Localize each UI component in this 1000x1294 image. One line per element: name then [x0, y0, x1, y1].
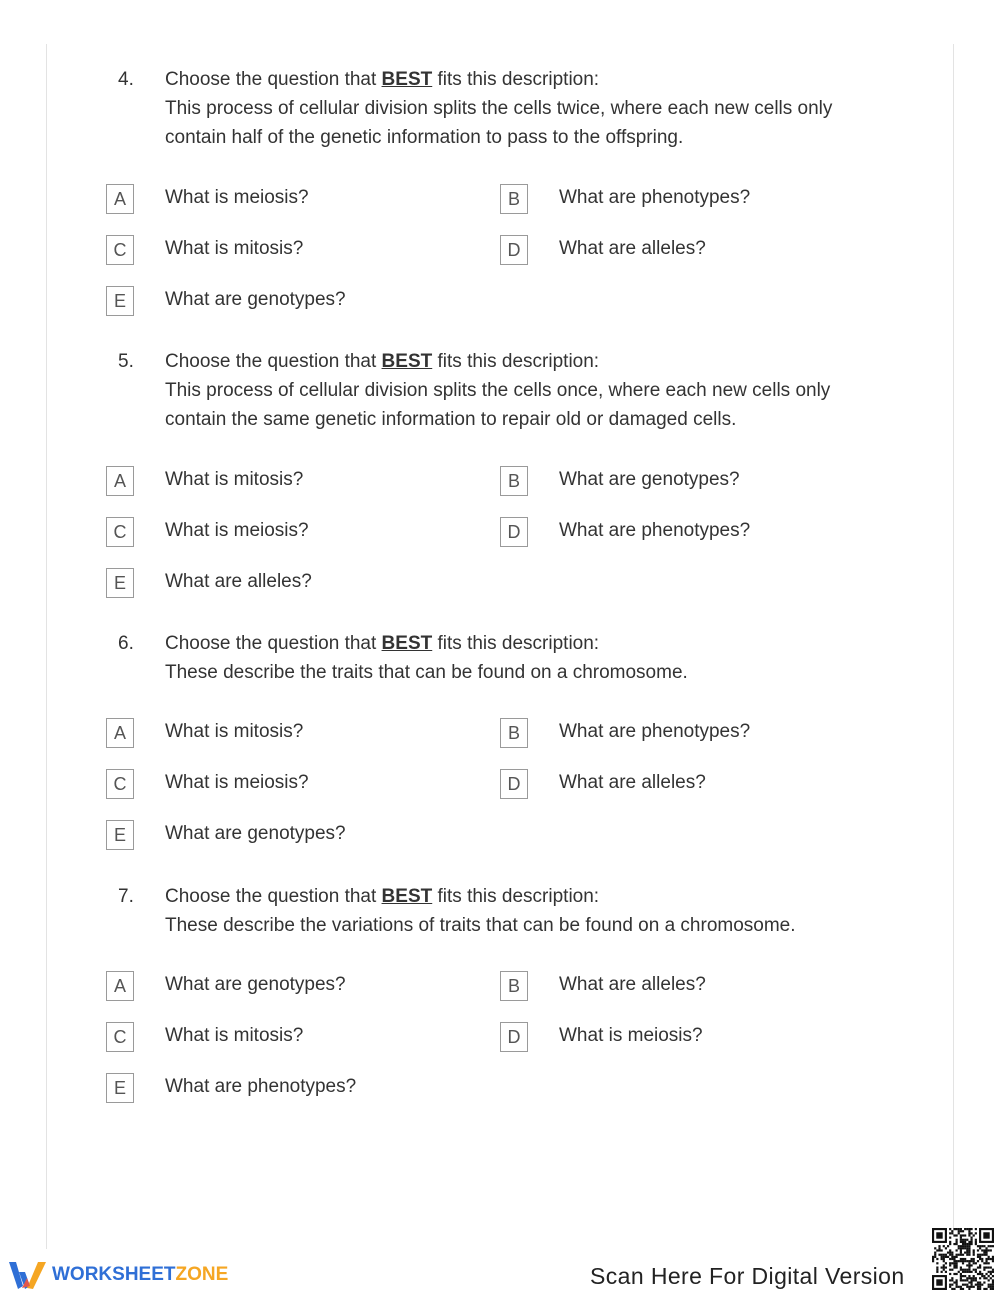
- left-margin-rule: [46, 44, 47, 1249]
- option-text: What are alleles?: [559, 974, 706, 995]
- prompt-emphasis: BEST: [381, 633, 433, 654]
- option-letter-box[interactable]: D: [500, 769, 528, 799]
- question-prompt: [165, 882, 885, 911]
- logo-wordmark: [52, 1262, 228, 1288]
- question-prompt: [165, 347, 885, 376]
- option-text: What is meiosis?: [165, 520, 309, 541]
- option-text: What are alleles?: [165, 571, 312, 592]
- question-description: This process of cellular division splits the cells once, where each new cells only contain the same genetic information to repair old or damaged cells.: [165, 380, 831, 430]
- prompt-text: Choose the question that: [165, 69, 382, 90]
- prompt-text: fits this description:: [432, 69, 600, 90]
- option-letter-box[interactable]: D: [500, 235, 528, 265]
- option-letter-box[interactable]: B: [500, 184, 528, 214]
- question-description: These describe the traits that can be found on a chromosome.: [165, 662, 688, 683]
- option-letter-box[interactable]: A: [106, 971, 134, 1001]
- question-number: 6.: [118, 633, 134, 654]
- prompt-text: Choose the question that: [165, 886, 382, 907]
- option-text: What are genotypes?: [165, 974, 346, 995]
- option-letter-box[interactable]: C: [106, 1022, 134, 1052]
- prompt-text: fits this description:: [432, 886, 600, 907]
- option-letter-box[interactable]: E: [106, 286, 134, 316]
- option-letter-box[interactable]: C: [106, 235, 134, 265]
- option-text: What is meiosis?: [559, 1025, 703, 1046]
- option-letter-box[interactable]: A: [106, 466, 134, 496]
- option-text: What is meiosis?: [165, 772, 309, 793]
- option-letter-box[interactable]: B: [500, 971, 528, 1001]
- option-text: What are alleles?: [559, 772, 706, 793]
- qr-code-icon[interactable]: [932, 1228, 994, 1290]
- question-body: [165, 629, 885, 687]
- option-text: What is mitosis?: [165, 1025, 304, 1046]
- question-prompt: [165, 65, 885, 94]
- question-prompt: [165, 629, 885, 658]
- worksheetzone-w-logo-icon: [8, 1258, 48, 1292]
- option-letter-box[interactable]: A: [106, 718, 134, 748]
- prompt-emphasis: BEST: [381, 351, 433, 372]
- question-body: [165, 882, 885, 940]
- scan-caption: Scan Here For Digital Version: [590, 1263, 905, 1289]
- option-text: What are phenotypes?: [559, 721, 751, 742]
- question-body: [165, 347, 885, 434]
- option-letter-box[interactable]: C: [106, 769, 134, 799]
- prompt-emphasis: BEST: [381, 886, 433, 907]
- question-number: 5.: [118, 351, 134, 372]
- option-text: What are phenotypes?: [559, 520, 751, 541]
- question-description: This process of cellular division splits the cells twice, where each new cells only contain half of the genetic information to pass to the offspring.: [165, 98, 833, 148]
- option-text: What are genotypes?: [165, 823, 346, 844]
- option-text: What is meiosis?: [165, 187, 309, 208]
- right-margin-rule: [953, 44, 954, 1249]
- logo-word-zone: ZONE: [175, 1264, 229, 1285]
- prompt-emphasis: BEST: [381, 69, 433, 90]
- question-number: 7.: [118, 886, 134, 907]
- option-letter-box[interactable]: E: [106, 820, 134, 850]
- option-text: What are genotypes?: [165, 289, 346, 310]
- option-letter-box[interactable]: B: [500, 718, 528, 748]
- option-letter-box[interactable]: C: [106, 517, 134, 547]
- option-letter-box[interactable]: D: [500, 517, 528, 547]
- prompt-text: Choose the question that: [165, 633, 382, 654]
- question-description: These describe the variations of traits that can be found on a chromosome.: [165, 915, 796, 936]
- option-letter-box[interactable]: B: [500, 466, 528, 496]
- option-text: What are phenotypes?: [165, 1076, 357, 1097]
- logo-word-worksheet: WORKSHEET: [52, 1264, 176, 1285]
- option-letter-box[interactable]: A: [106, 184, 134, 214]
- prompt-text: fits this description:: [432, 351, 600, 372]
- option-text: What is mitosis?: [165, 721, 304, 742]
- question-number: 4.: [118, 69, 134, 90]
- question-body: [165, 65, 885, 152]
- option-text: What is mitosis?: [165, 469, 304, 490]
- option-letter-box[interactable]: E: [106, 568, 134, 598]
- prompt-text: Choose the question that: [165, 351, 382, 372]
- option-text: What are genotypes?: [559, 469, 740, 490]
- prompt-text: fits this description:: [432, 633, 600, 654]
- option-letter-box[interactable]: D: [500, 1022, 528, 1052]
- option-text: What are alleles?: [559, 238, 706, 259]
- option-letter-box[interactable]: E: [106, 1073, 134, 1103]
- option-text: What is mitosis?: [165, 238, 304, 259]
- option-text: What are phenotypes?: [559, 187, 751, 208]
